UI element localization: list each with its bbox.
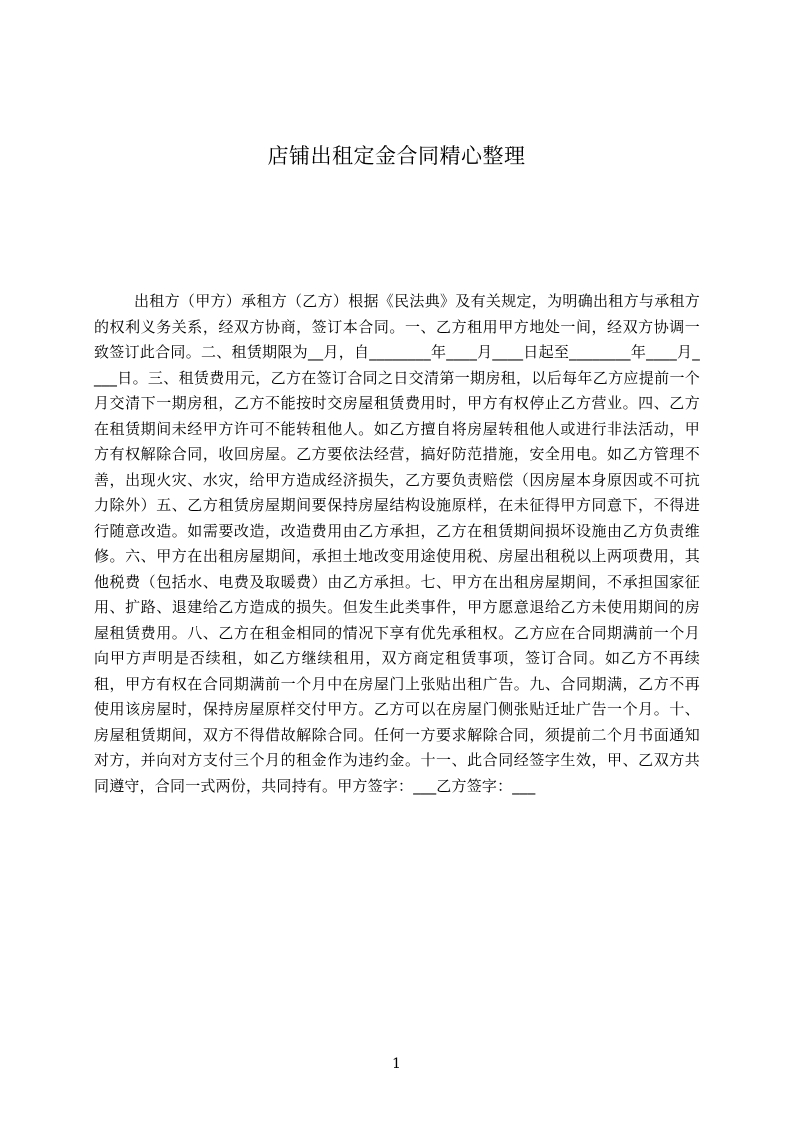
contract-body-paragraph: 出租方（甲方）承租方（乙方）根据《民法典》及有关规定，为明确出租方与承租方的权利义务关系，经双方协商，签订本合同。一、乙方租用甲方地处一间，经双方协调一致签订此合同。二、租赁期限为__月，自________年____月____日起至________年____月____日。三、租赁费用元，乙方在签订合同之日交清第一期房租，以后每年乙方应提前一个月交清下一期房租，乙方不能按时交房屋租赁费用时，甲方有权停止乙方营业。四、乙方在租赁期间未经甲方许可不能转租他人。如乙方擅自将房屋转租他人或进行非法活动，甲方有权解除合同，收回房屋。乙方要依法经营，搞好防范措施，安全用电。如乙方管理不善，出现火灾、水灾，给甲方造成经济损失，乙方要负责赔偿（因房屋本身原因或不可抗力除外）五、乙方租赁房屋期间要保持房屋结构设施原样，在未征得甲方同意下，不得进行随意改造。如需要改造，改造费用由乙方承担，乙方在租赁期间损坏设施由乙方负责维修。六、甲方在出租房屋期间，承担土地改变用途使用税、房屋出租税以上两项费用，其他税费（包括水、电费及取暖费）由乙方承担。七、甲方在出租房屋期间，不承担国家征用、扩路、退建给乙方造成的损失。但发生此类事件，甲方愿意退给乙方未使用期间的房屋租赁费用。八、乙方在租金相同的情况下享有优先承租权。乙方应在合同期满前一个月向甲方声明是否续租，如乙方继续租用，双方商定租赁事项，签订合同。如乙方不再续租，甲方有权在合同期满前一个月中在房屋门上张贴出租广告。九、合同期满，乙方不再使用该房屋时，保持房屋原样交付甲方。乙方可以在房屋门侧张贴迁址广告一个月。十、房屋租赁期间，双方不得借故解除合同。任何一方要求解除合同，须提前二个月书面通知对方，并向对方支付三个月的租金作为违约金。十一、此合同经签字生效，甲、乙双方共同遵守，合同一式两份，共同持有。甲方签字：___乙方签字：___ [94,292,700,795]
page-number: 1 [392,1056,401,1072]
document-title: 店铺出租定金合同精心整理 [267,144,526,168]
